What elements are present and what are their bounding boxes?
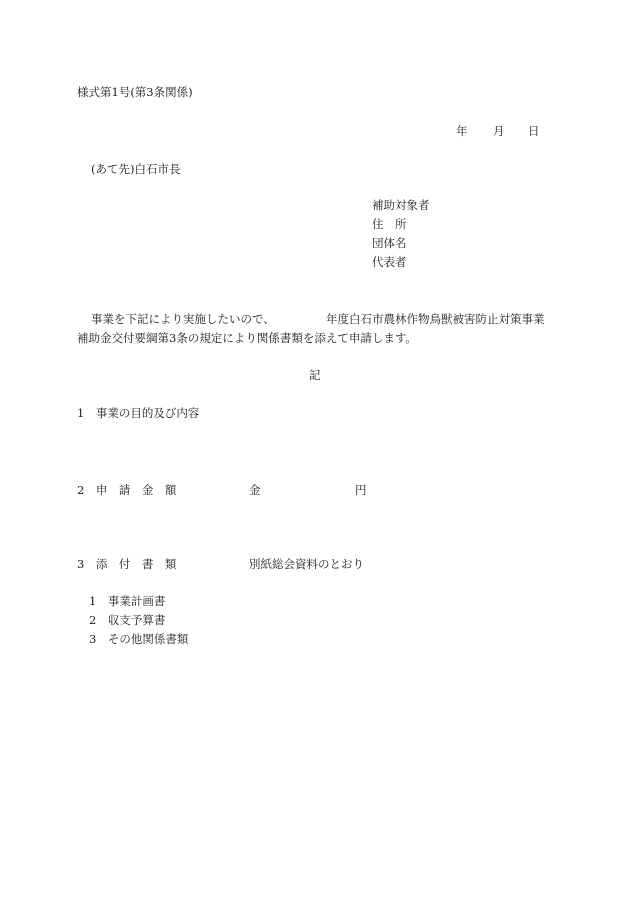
body-text-line1-end: 年度白石市農林作物鳥獣被害防止対策事業: [326, 312, 545, 326]
body-text-line2: 補助金交付要綱第3条の規定により関係書類を添えて申請します。: [77, 331, 417, 345]
item-purpose-and-content: 1 事業の目的及び内容: [77, 406, 200, 420]
attached-document-item: 2 収支予算書: [89, 613, 166, 627]
attached-document-item: 1 事業計画書: [89, 594, 166, 608]
date-month-label: 月: [493, 124, 505, 138]
item-attached-documents-label: 3 添 付 書 類: [77, 557, 177, 571]
applicant-field-address: 住 所: [372, 217, 407, 231]
item-attached-documents-value: 別紙総会資料のとおり: [249, 557, 364, 571]
date-day-label: 日: [528, 124, 540, 138]
item-application-amount-yen: 円: [355, 483, 367, 497]
applicant-field-subsidy-recipient: 補助対象者: [372, 198, 430, 212]
date-year-label: 年: [456, 124, 468, 138]
attached-document-item: 3 その他関係書類: [89, 632, 189, 646]
item-application-amount-kin: 金: [249, 483, 261, 497]
form-number: 様式第1号(第3条関係): [77, 85, 193, 99]
ki-heading: 記: [309, 368, 321, 382]
item-application-amount-label: 2 申 請 金 額: [77, 483, 177, 497]
applicant-field-organization: 団体名: [372, 236, 407, 250]
addressee: (あて先)白石市長: [91, 162, 181, 176]
body-text-line1-start: 事業を下記により実施したいので、: [91, 312, 275, 326]
applicant-field-representative: 代表者: [372, 255, 407, 269]
